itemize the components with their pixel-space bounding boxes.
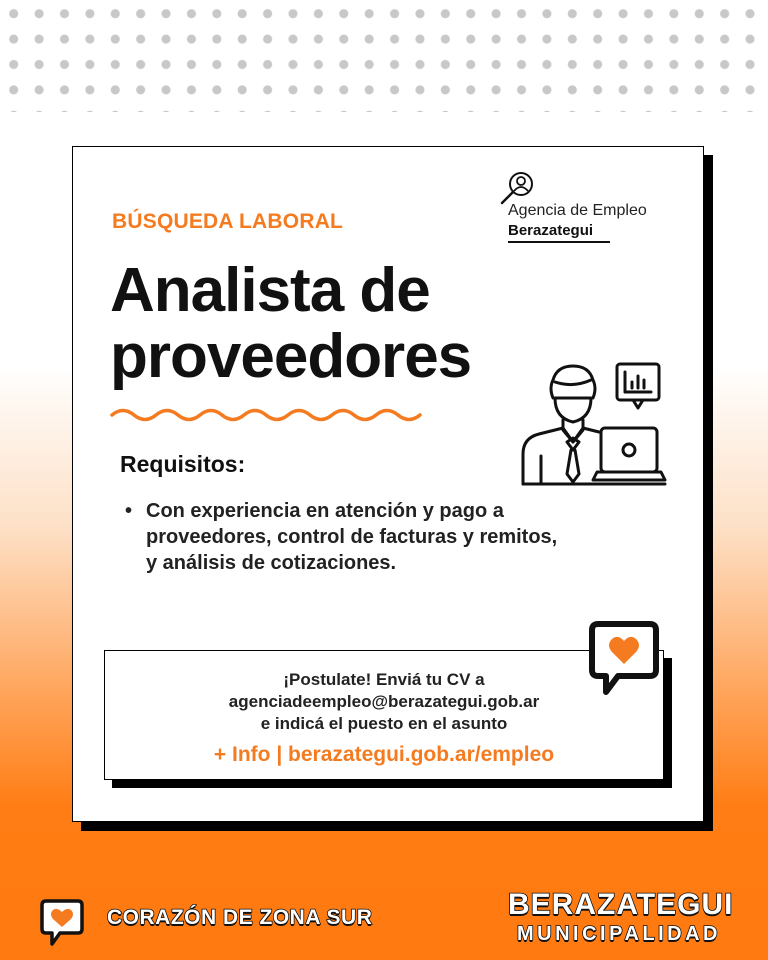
job-title-line-1: Analista de bbox=[110, 256, 430, 325]
search-person-icon bbox=[498, 170, 538, 206]
brand-name: BERAZATEGUI bbox=[508, 888, 734, 921]
dot-pattern bbox=[0, 0, 768, 112]
agency-name: Agencia de Empleo bbox=[508, 202, 647, 219]
job-kicker: BÚSQUEDA LABORAL bbox=[112, 210, 344, 233]
cta-info-link[interactable]: + Info | berazategui.gob.ar/empleo bbox=[213, 743, 555, 766]
footer-heart-icon bbox=[40, 898, 84, 948]
cta-instructions: e indicá el puesto en el asunto bbox=[260, 714, 508, 733]
wavy-underline bbox=[110, 405, 422, 425]
requirements-list bbox=[125, 498, 565, 576]
brand-subtitle: MUNICIPALIDAD bbox=[516, 923, 721, 945]
agency-logo bbox=[498, 170, 678, 250]
heart-bubble-icon bbox=[588, 620, 660, 700]
municipality-logo bbox=[508, 888, 734, 945]
agency-city: Berazategui bbox=[508, 222, 610, 243]
footer-slogan: CORAZÓN DE ZONA SUR bbox=[107, 906, 373, 929]
job-title-line-2: proveedores bbox=[110, 322, 472, 391]
cta-email[interactable]: agenciadeempleo@berazategui.gob.ar bbox=[228, 692, 540, 711]
requirement-item: • Con experiencia en atención y pago a proveedores, control de facturas y remitos, y análisis de cotizaciones. bbox=[125, 498, 565, 576]
analyst-illustration-icon bbox=[515, 358, 671, 488]
job-title bbox=[110, 258, 471, 390]
cta-apply-text: ¡Postulate! Enviá tu CV a bbox=[283, 670, 485, 689]
cta-box bbox=[104, 650, 664, 780]
requirements-heading: Requisitos: bbox=[120, 451, 246, 477]
